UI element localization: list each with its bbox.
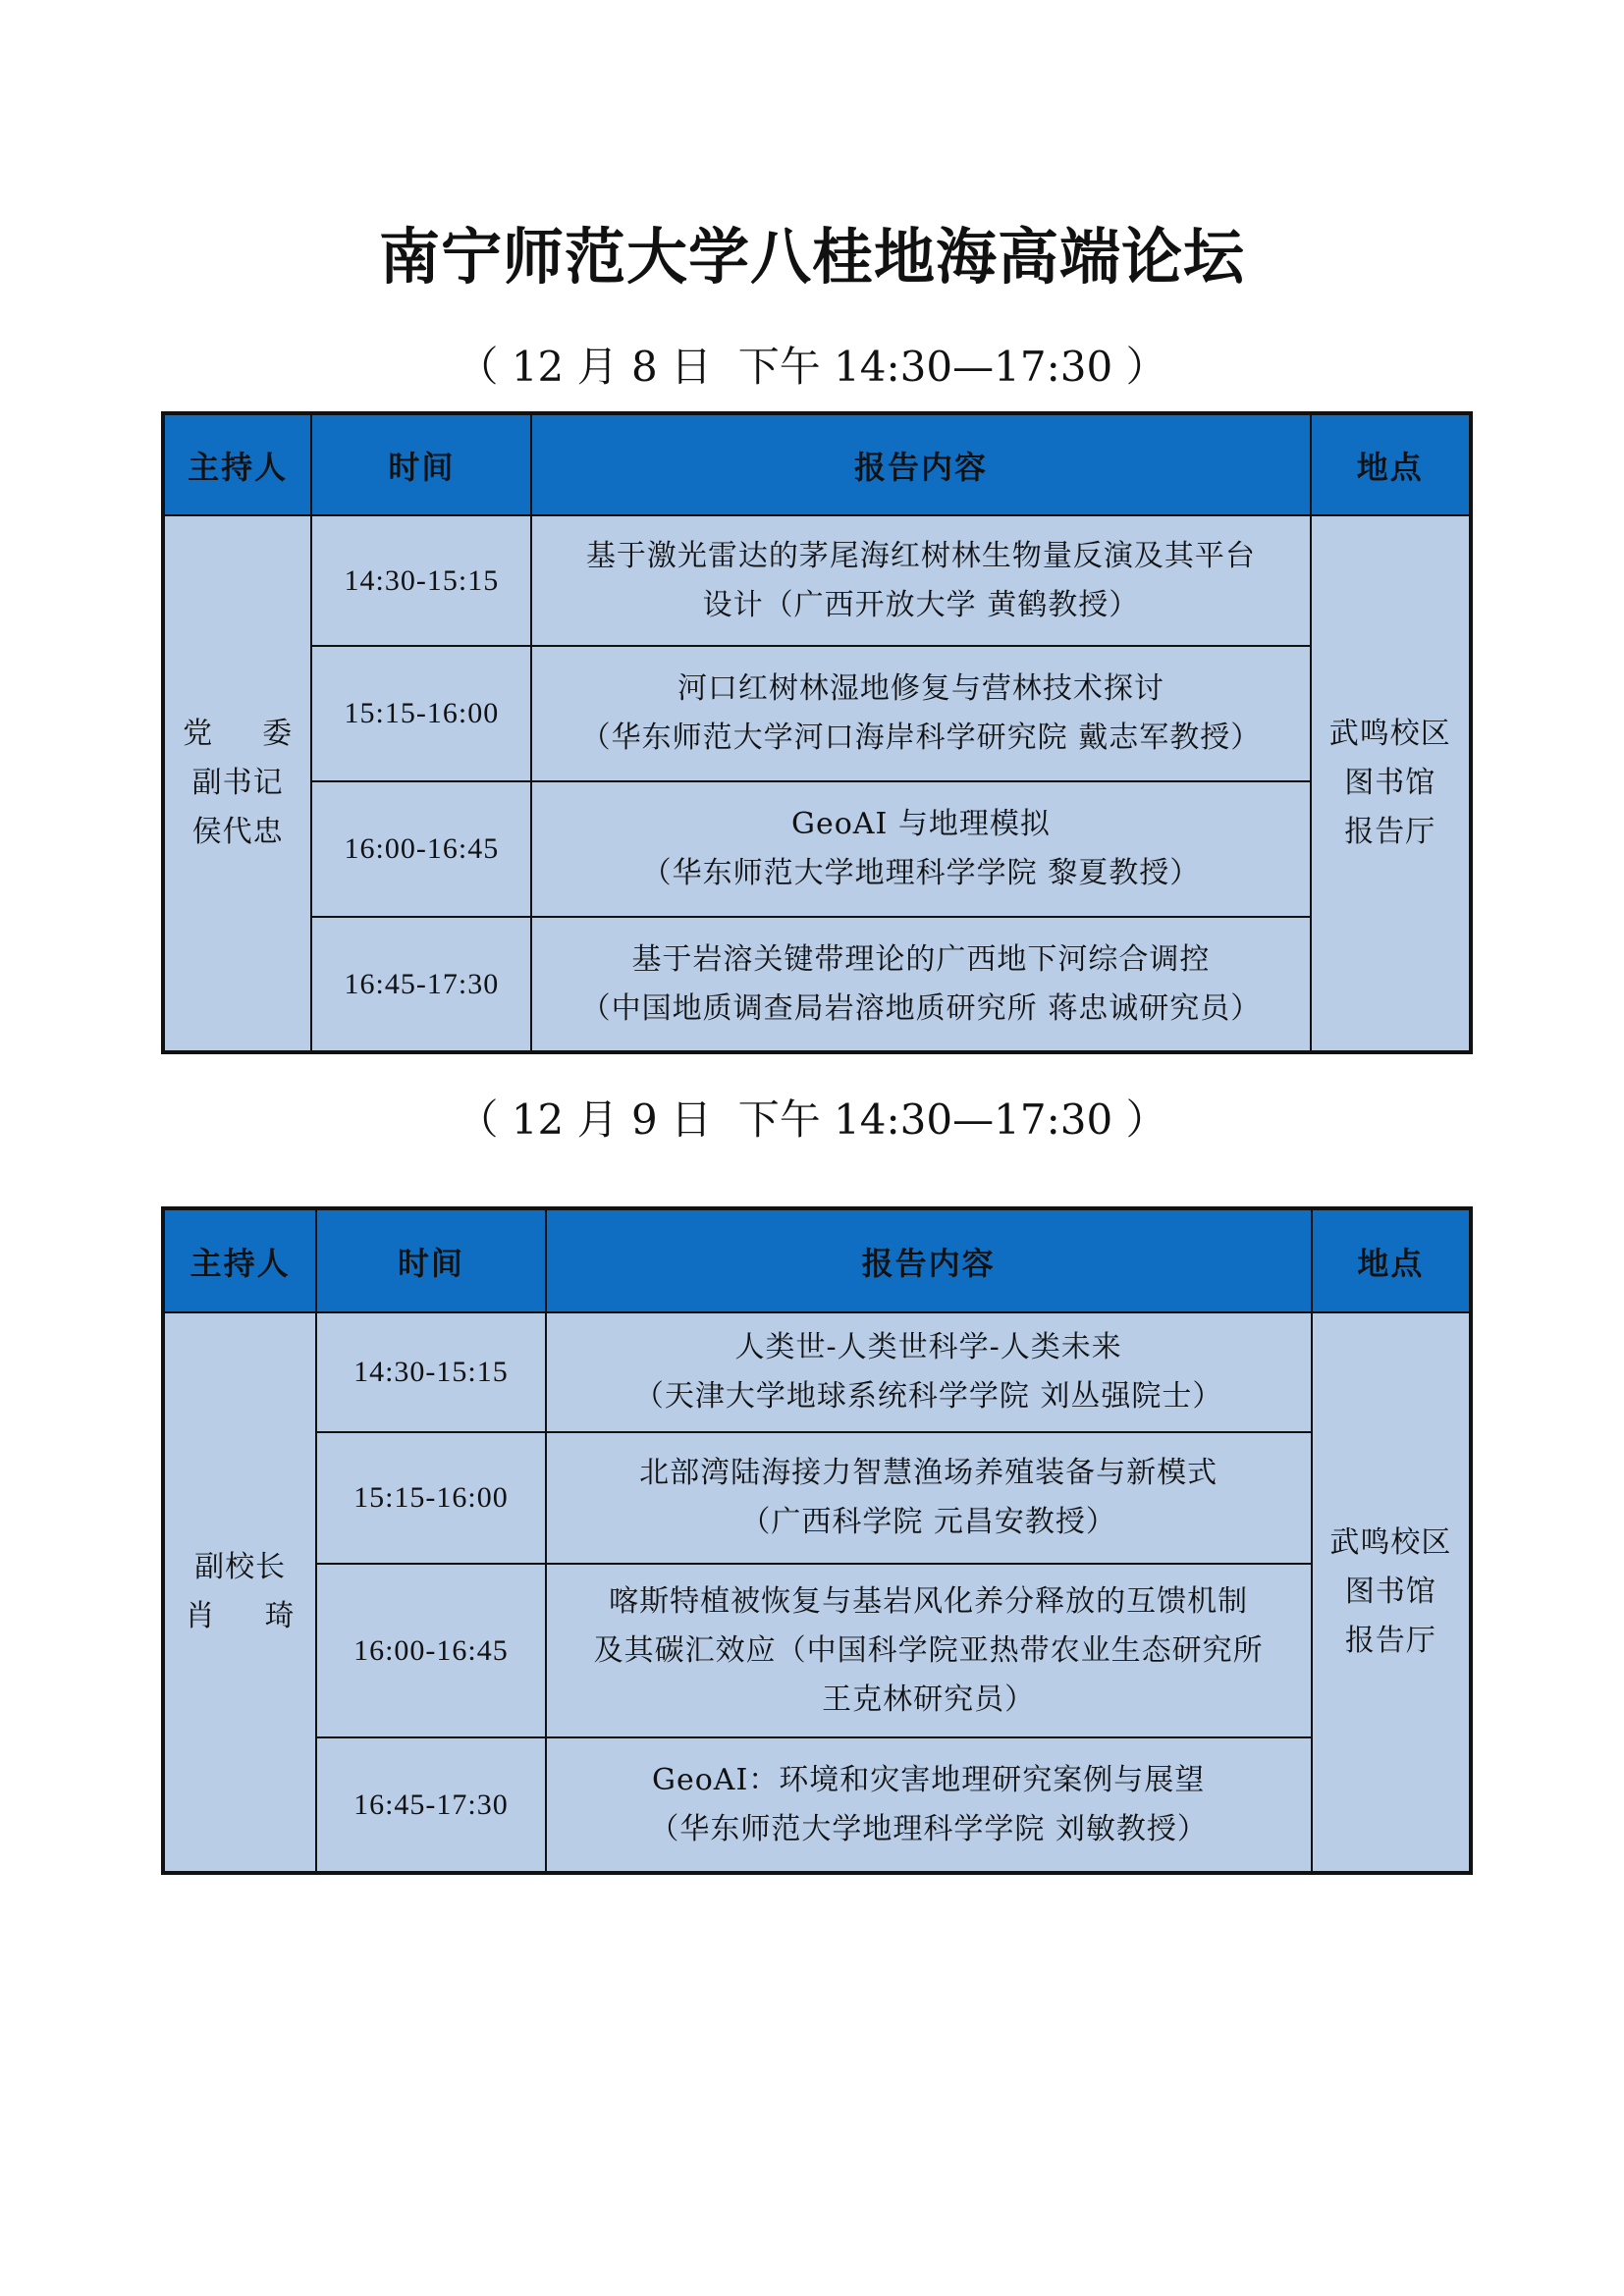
report-line: （中国地质调查局岩溶地质研究所 蒋忠诚研究员） — [580, 990, 1262, 1026]
venue-line: 图书馆 — [1344, 1575, 1436, 1609]
session-heading: （ 12 月 8 日 下午 14:30—17:30 ） — [457, 343, 1167, 391]
venue-line: 图书馆 — [1344, 766, 1436, 800]
report-cell — [531, 781, 1310, 917]
time-cell: 15:15-16:00 — [316, 1432, 545, 1564]
time-cell: 16:00-16:45 — [316, 1564, 545, 1737]
venue-line: 报告厅 — [1344, 815, 1436, 849]
host-line: 侯代忠 — [191, 815, 284, 849]
report-line: GeoAI：环境和灾害地理研究案例与展望 — [652, 1762, 1206, 1797]
venue-cell — [1311, 515, 1471, 1052]
host-line: 肖 琦 — [185, 1599, 296, 1633]
venue-line: 武鸣校区 — [1328, 717, 1451, 751]
column-header-venue: 地点 — [1312, 1208, 1471, 1312]
host-line: 副校长 — [194, 1550, 287, 1584]
report-line: 喀斯特植被恢复与基岩风化养分释放的互馈机制 — [609, 1583, 1249, 1619]
report-line: 基于激光雷达的茅尾海红树林生物量反演及其平台 — [585, 538, 1256, 573]
table-row — [163, 1312, 1471, 1432]
report-cell — [546, 1432, 1312, 1564]
session-heading: （ 12 月 9 日 下午 14:30—17:30 ） — [457, 1095, 1167, 1144]
report-cell — [531, 917, 1310, 1052]
time-cell: 16:45-17:30 — [316, 1737, 545, 1873]
report-line: 北部湾陆海接力智慧渔场养殖装备与新模式 — [639, 1456, 1218, 1490]
table-row — [163, 917, 1471, 1052]
report-line: 王克林研究员） — [822, 1682, 1036, 1717]
report-cell — [531, 646, 1310, 781]
time-cell: 15:15-16:00 — [311, 646, 531, 781]
table-header-row — [163, 413, 1471, 515]
report-line: （广西科学院 元昌安教授） — [740, 1505, 1116, 1539]
time-cell: 16:00-16:45 — [311, 781, 531, 917]
table-row — [163, 515, 1471, 646]
column-header-venue: 地点 — [1311, 413, 1471, 515]
column-header-host: 主持人 — [163, 1208, 316, 1312]
column-header-report: 报告内容 — [546, 1208, 1312, 1312]
table-row — [163, 1564, 1471, 1737]
table-row — [163, 1432, 1471, 1564]
report-line: （华东师范大学地理科学学院 刘敏教授） — [649, 1811, 1208, 1846]
host-line: 党 委 — [183, 717, 294, 751]
report-line: （天津大学地球系统科学学院 刘丛强院士） — [633, 1379, 1223, 1414]
table-row — [163, 781, 1471, 917]
report-cell — [531, 515, 1310, 646]
host-cell — [163, 515, 311, 1052]
column-header-time: 时间 — [316, 1208, 545, 1312]
column-header-host: 主持人 — [163, 413, 311, 515]
report-line: 设计（广西开放大学 黄鹤教授） — [702, 587, 1140, 622]
column-header-report: 报告内容 — [531, 413, 1310, 515]
table-row — [163, 646, 1471, 781]
report-cell — [546, 1564, 1312, 1737]
venue-line: 武鸣校区 — [1329, 1525, 1452, 1560]
report-line: 及其碳汇效应（中国科学院亚热带农业生态研究所 — [593, 1632, 1264, 1668]
page-title: 南宁师范大学八桂地海高端论坛 — [378, 221, 1245, 293]
report-line: （华东师范大学地理科学学院 黎夏教授） — [641, 856, 1201, 890]
report-line: 人类世-人类世科学-人类未来 — [734, 1330, 1122, 1364]
report-line: GeoAI 与地理模拟 — [791, 807, 1051, 841]
report-line: （华东师范大学河口海岸科学研究院 戴志军教授） — [580, 721, 1262, 755]
time-cell: 14:30-15:15 — [316, 1312, 545, 1432]
schedule-table — [161, 1206, 1473, 1875]
table-header-row — [163, 1208, 1471, 1312]
time-cell: 16:45-17:30 — [311, 917, 531, 1052]
host-line: 副书记 — [191, 766, 284, 800]
venue-cell — [1312, 1312, 1471, 1873]
venue-line: 报告厅 — [1344, 1624, 1436, 1658]
time-cell: 14:30-15:15 — [311, 515, 531, 646]
report-cell — [546, 1312, 1312, 1432]
schedule-table — [161, 411, 1473, 1054]
report-line: 河口红树林湿地修复与营林技术探讨 — [677, 671, 1164, 706]
report-line: 基于岩溶关键带理论的广西地下河综合调控 — [631, 941, 1211, 977]
column-header-time: 时间 — [311, 413, 531, 515]
report-cell — [546, 1737, 1312, 1873]
table-row — [163, 1737, 1471, 1873]
host-cell — [163, 1312, 316, 1873]
